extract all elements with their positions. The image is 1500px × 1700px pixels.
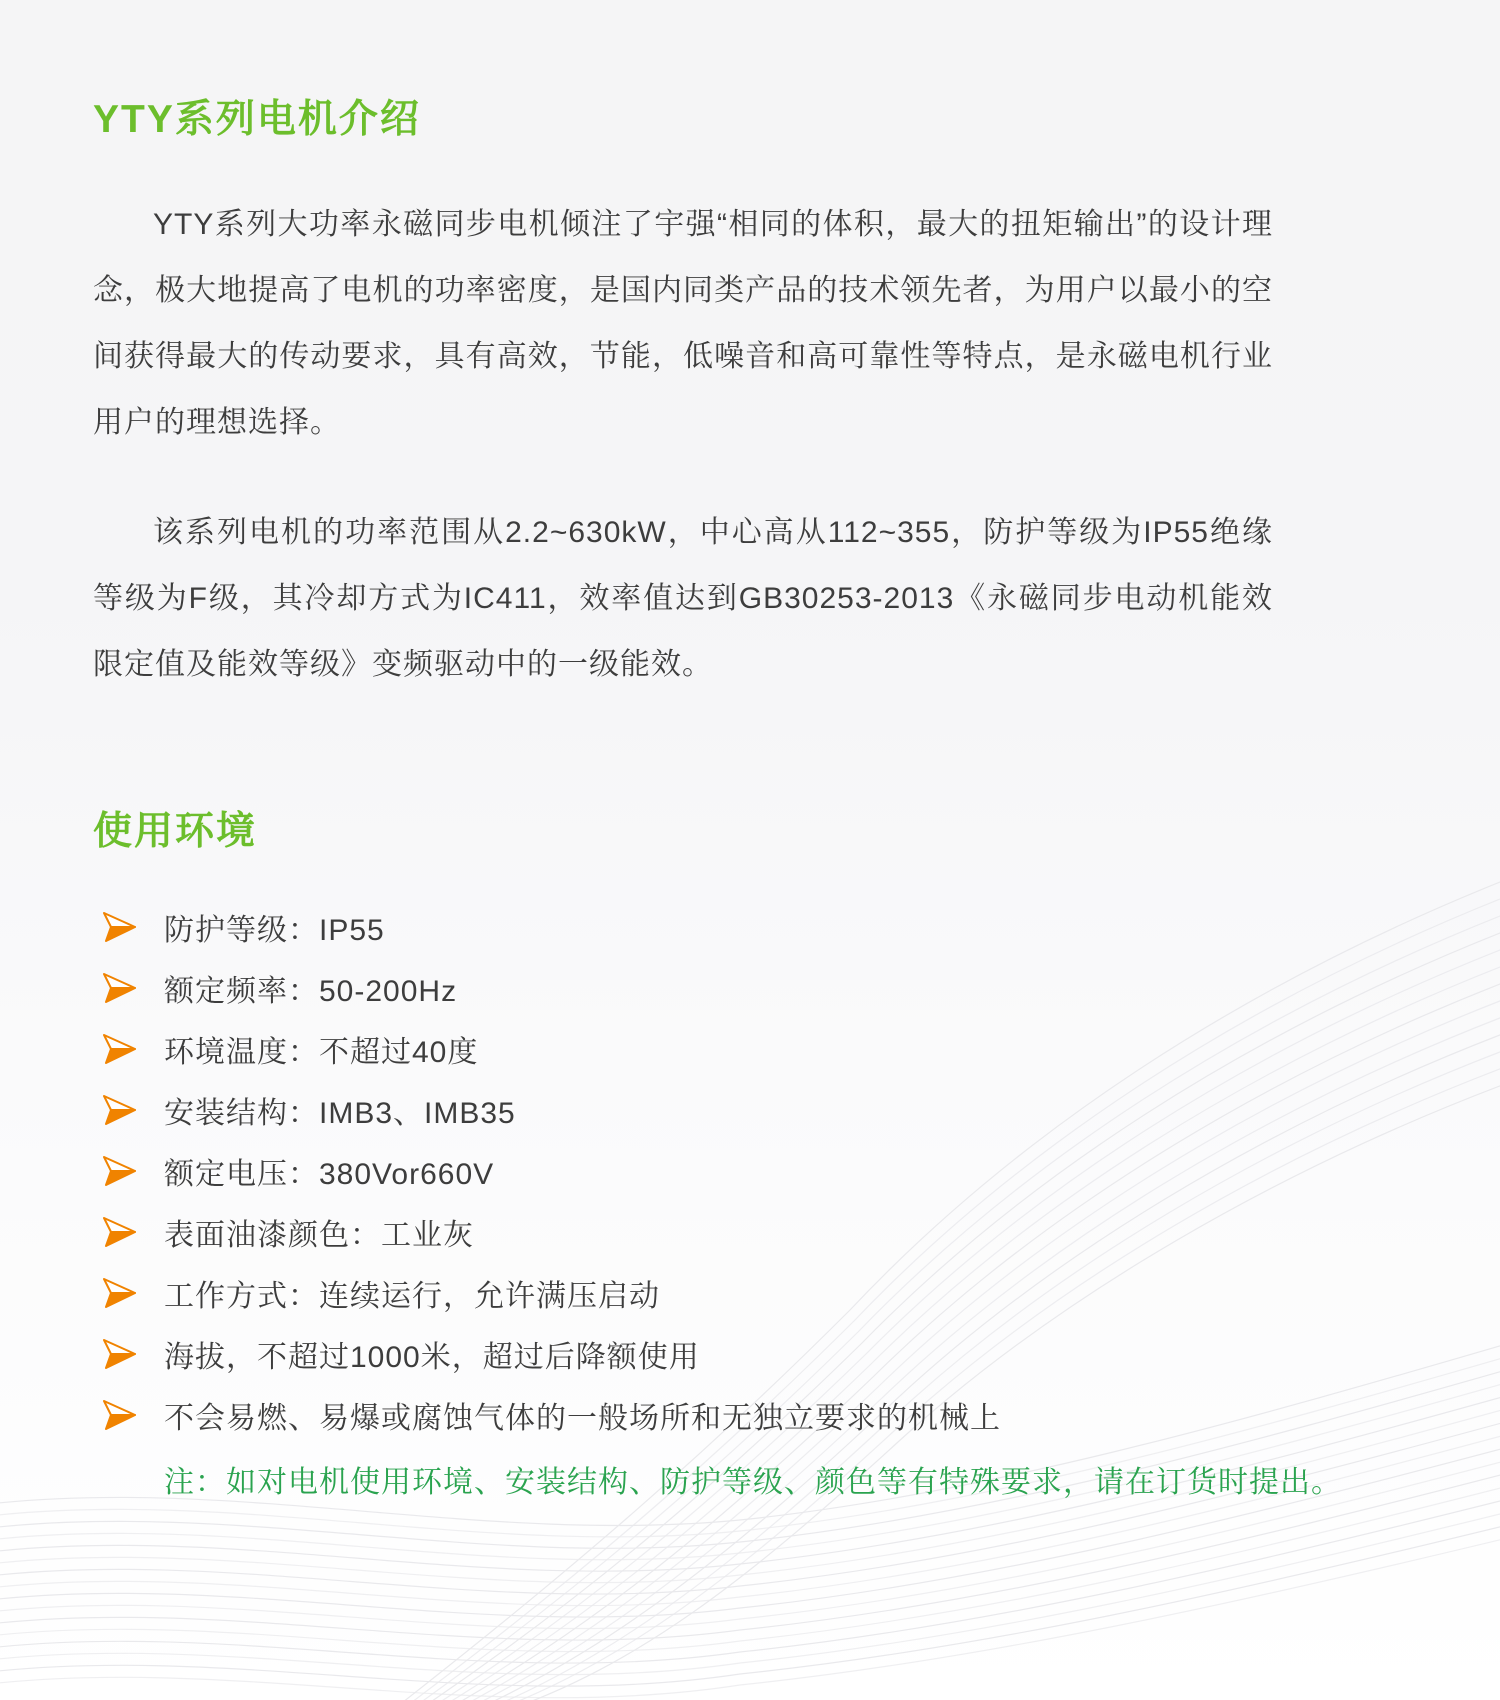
- arrowhead-right-icon: [102, 1339, 138, 1369]
- list-item-text: 额定频率：50-200Hz: [164, 974, 458, 1008]
- arrowhead-right-icon: [102, 1156, 138, 1186]
- list-item: [93, 1384, 1273, 1445]
- list-item: [93, 1079, 1273, 1140]
- list-item: [93, 957, 1273, 1018]
- list-item-text: 防护等级：IP55: [164, 913, 385, 947]
- list-item-text: 环境温度：不超过40度: [164, 1035, 479, 1069]
- arrowhead-right-icon: [102, 1400, 138, 1430]
- environment-section-title: 使用环境: [93, 810, 258, 853]
- intro-paragraph-2: 该系列电机的功率范围从2.2~630kW，中心高从112~355，防护等级为IP55绝缘等级为F级，其冷却方式为IC411，效率值达到GB30253-2013《永磁同步电动机能效限定值及能效等级》变频驱动中的一级能效。: [93, 516, 1273, 681]
- list-item: [93, 1323, 1273, 1384]
- arrowhead-right-icon: [102, 1095, 138, 1125]
- list-item: [93, 1140, 1273, 1201]
- list-item: [93, 1262, 1273, 1323]
- list-item-text: 额定电压：380Vor660V: [164, 1157, 495, 1191]
- list-item-text: 安装结构：IMB3、IMB35: [164, 1096, 516, 1130]
- intro-section-title: YTY系列电机介绍: [93, 98, 421, 141]
- order-note: 注：如对电机使用环境、安装结构、防护等级、颜色等有特殊要求，请在订货时提出。: [164, 1465, 1342, 1499]
- list-item-text: 工作方式：连续运行，允许满压启动: [164, 1279, 660, 1313]
- arrowhead-right-icon: [102, 912, 138, 942]
- list-item-text: 表面油漆颜色：工业灰: [164, 1218, 474, 1252]
- arrowhead-right-icon: [102, 1278, 138, 1308]
- list-item: [93, 896, 1273, 957]
- list-item-text: 海拔，不超过1000米，超过后降额使用: [164, 1340, 700, 1374]
- arrowhead-right-icon: [102, 1034, 138, 1064]
- arrowhead-right-icon: [102, 973, 138, 1003]
- list-item: [93, 1201, 1273, 1262]
- arrowhead-right-icon: [102, 1217, 138, 1247]
- environment-list: [93, 896, 1273, 1445]
- list-item: [93, 1018, 1273, 1079]
- list-item-text: 不会易燃、易爆或腐蚀气体的一般场所和无独立要求的机械上: [164, 1401, 1001, 1435]
- intro-paragraph-1: YTY系列大功率永磁同步电机倾注了宇强“相同的体积，最大的扭矩输出”的设计理念，极大地提高了电机的功率密度，是国内同类产品的技术领先者，为用户以最小的空间获得最大的传动要求，具有高效，节能，低噪音和高可靠性等特点，是永磁电机行业用户的理想选择。: [93, 208, 1273, 439]
